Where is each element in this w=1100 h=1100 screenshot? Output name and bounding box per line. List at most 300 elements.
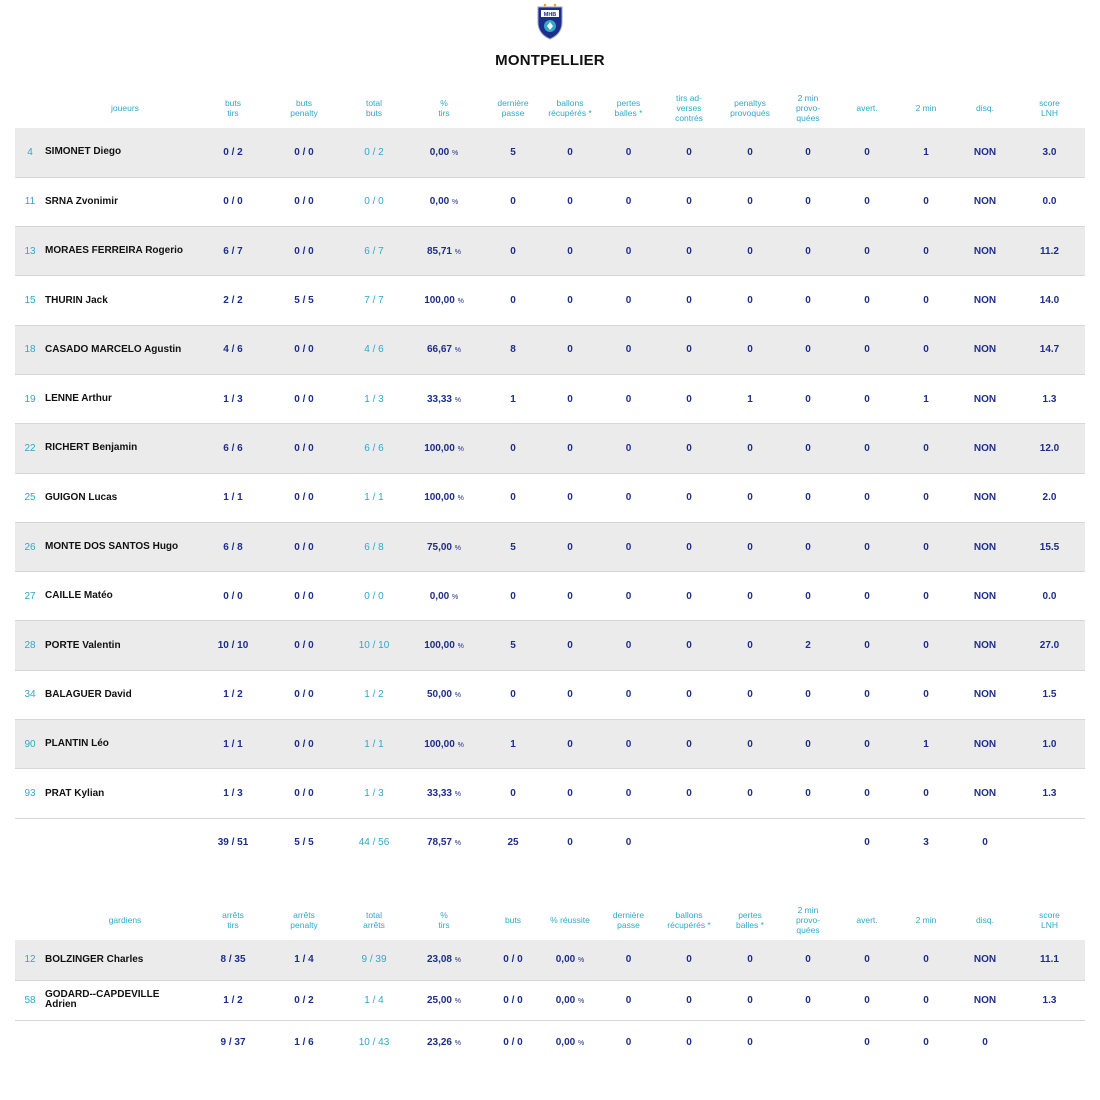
disqualification [956, 769, 1014, 818]
keepers-header-3 [261, 900, 347, 940]
totals-assists [487, 818, 539, 867]
success-rate [539, 980, 601, 1020]
penalties-caused [722, 720, 778, 769]
blocked-shots-value: 0 [686, 689, 692, 701]
penalties-caused-value: 0 [747, 640, 753, 652]
totals-total-saves [347, 1020, 401, 1065]
keepers-header-15 [1014, 900, 1085, 940]
penalties-caused [722, 670, 778, 719]
two-min-caused-value: 0 [805, 295, 811, 307]
recovered-balls [539, 720, 601, 769]
blocked-shots [656, 325, 722, 374]
player-row[interactable] [15, 720, 1085, 769]
blocked-shots [656, 227, 722, 276]
assists-value: 5 [510, 146, 516, 158]
lost-balls [601, 374, 656, 423]
shot-percentage-value: 75,00 [426, 541, 452, 553]
goals-shots [205, 769, 261, 818]
lost-balls [601, 276, 656, 325]
keepers-header-12 [838, 900, 896, 940]
totals-spacer [722, 818, 778, 867]
player-row[interactable] [15, 424, 1085, 473]
two-min-caused [778, 670, 838, 719]
lnh-score-value: 1.3 [1042, 994, 1057, 1006]
players-header-label: joueurs [111, 103, 139, 113]
total-goals [347, 572, 401, 621]
disqualification-value: NON [973, 146, 997, 158]
assists-value: 0 [510, 788, 516, 799]
two-min-value: 0 [923, 590, 929, 602]
player-name [45, 670, 205, 719]
two-min-value: 0 [923, 295, 929, 307]
blocked-shots [656, 720, 722, 769]
totals-assists-value: 0 [625, 1037, 632, 1048]
warnings-value: 0 [864, 196, 870, 208]
jersey-number [15, 177, 45, 226]
two-min-caused-value: 0 [805, 146, 811, 158]
two-min [896, 940, 956, 980]
totals-saves-penalty-value: 1 / 6 [294, 1037, 314, 1048]
save-percentage [401, 940, 487, 980]
warnings-value: 0 [864, 344, 870, 356]
player-name-value: SIMONET Diego [45, 146, 122, 158]
disqualification [956, 940, 1014, 980]
two-min-caused-value: 0 [805, 994, 811, 1006]
keepers-header-label: disq. [976, 915, 994, 925]
goals-shots [205, 473, 261, 522]
recovered-balls-value: 0 [567, 295, 573, 307]
lnh-score-value: 12.0 [1039, 442, 1060, 454]
lnh-score-value: 0.0 [1042, 590, 1057, 602]
player-row[interactable] [15, 325, 1085, 374]
two-min [896, 522, 956, 571]
lnh-score [1014, 980, 1085, 1020]
saves-penalty [261, 980, 347, 1020]
blocked-shots-value: 0 [686, 492, 692, 504]
disqualification-value: NON [973, 442, 997, 454]
keepers-header-0 [15, 900, 45, 940]
totals-total-saves-value: 10 / 43 [358, 1037, 390, 1048]
player-name [45, 424, 205, 473]
lost-balls-value: 0 [747, 954, 753, 966]
lnh-score-value: 27.0 [1039, 640, 1060, 652]
shot-percentage [401, 128, 487, 177]
totals-saves-penalty [261, 1020, 347, 1065]
penalties-caused [722, 621, 778, 670]
success-rate [539, 940, 601, 980]
totals-lost-balls [722, 1020, 778, 1065]
two-min [896, 424, 956, 473]
goals-penalty [261, 128, 347, 177]
assists [487, 374, 539, 423]
totals-goals-value: 0 / 0 [503, 1037, 523, 1048]
assists-value: 1 [510, 393, 516, 405]
blocked-shots-value: 0 [686, 146, 692, 158]
two-min [896, 128, 956, 177]
totals-two-min-value: 0 [923, 1037, 929, 1048]
player-name [45, 128, 205, 177]
total-goals-value: 4 / 6 [364, 344, 384, 356]
shot-percentage-value: 100,00 [424, 442, 455, 454]
players-header-13 [896, 88, 956, 128]
blocked-shots [656, 572, 722, 621]
shot-percentage [401, 276, 487, 325]
players-header-label: buts penalty [290, 98, 318, 118]
two-min-caused [778, 473, 838, 522]
player-row[interactable] [15, 522, 1085, 571]
players-header-8 [601, 88, 656, 128]
lost-balls-value: 0 [625, 541, 632, 553]
totals-lost-balls-value: 0 [625, 837, 632, 849]
success-rate-value: 0,00 [555, 954, 576, 966]
player-row[interactable] [15, 128, 1085, 177]
disqualification-value: NON [973, 590, 997, 602]
totals-recovered-balls-value: 0 [567, 837, 573, 849]
shot-percentage-value: 0,00 [429, 196, 450, 208]
lost-balls [601, 473, 656, 522]
jersey-number [15, 325, 45, 374]
two-min-value: 0 [923, 994, 929, 1006]
disqualification [956, 374, 1014, 423]
players-header-10 [722, 88, 778, 128]
player-row[interactable] [15, 473, 1085, 522]
goals-penalty-value: 0 / 0 [294, 689, 314, 701]
disqualification-value: NON [973, 738, 997, 750]
two-min-caused [778, 374, 838, 423]
players-header-1 [45, 88, 205, 128]
keepers-header-14 [956, 900, 1014, 940]
penalties-caused-value: 0 [747, 196, 753, 208]
keepers-header-label: ballons récupérés * [667, 910, 711, 930]
goals-shots-value: 0 / 2 [223, 146, 243, 158]
recovered-balls-value: 0 [686, 994, 692, 1006]
assists [487, 325, 539, 374]
disqualification-value: NON [973, 492, 997, 504]
lost-balls-value: 0 [625, 689, 632, 701]
player-row[interactable] [15, 769, 1085, 818]
shot-percentage [401, 473, 487, 522]
disqualification-value: NON [973, 994, 997, 1006]
goals-shots-value: 1 / 2 [223, 689, 243, 701]
player-name-value: PLANTIN Léo [45, 738, 109, 750]
warnings [838, 940, 896, 980]
shot-percentage-value: 0,00 [429, 146, 450, 158]
player-row[interactable] [15, 276, 1085, 325]
total-goals-value: 1 / 3 [364, 788, 384, 799]
shot-percentage-unit: % [457, 495, 464, 503]
total-goals [347, 424, 401, 473]
blocked-shots [656, 177, 722, 226]
player-row[interactable] [15, 572, 1085, 621]
two-min-caused [778, 720, 838, 769]
assists [487, 473, 539, 522]
goals-shots [205, 621, 261, 670]
keepers-header-13 [896, 900, 956, 940]
penalties-caused [722, 522, 778, 571]
disqualification [956, 572, 1014, 621]
keepers-header-label: % tirs [438, 910, 450, 930]
keepers-header-label: arrêts tirs [222, 910, 244, 930]
goals-shots [205, 374, 261, 423]
disqualification-value: NON [973, 196, 997, 208]
recovered-balls-value: 0 [567, 541, 573, 553]
blocked-shots-value: 0 [686, 738, 692, 750]
penalties-caused [722, 177, 778, 226]
penalties-caused-value: 0 [747, 590, 753, 602]
assists-value: 1 [510, 738, 516, 750]
assists-value: 0 [625, 954, 632, 966]
disqualification-value: NON [973, 640, 997, 652]
player-name-value: CAILLE Matéo [45, 590, 113, 602]
player-name [45, 227, 205, 276]
goals-shots-value: 1 / 3 [223, 393, 243, 405]
success-rate-unit: % [578, 957, 585, 965]
assists [487, 227, 539, 276]
assists [487, 621, 539, 670]
penalties-caused-value: 0 [747, 492, 753, 504]
blocked-shots [656, 522, 722, 571]
blocked-shots [656, 128, 722, 177]
players-header-label: dernière passe [497, 98, 529, 118]
blocked-shots [656, 621, 722, 670]
two-min-caused [778, 325, 838, 374]
totals-saves-shots-value: 9 / 37 [220, 1037, 246, 1048]
warnings-value: 0 [864, 442, 870, 454]
player-row[interactable] [15, 374, 1085, 423]
warnings [838, 374, 896, 423]
goals-penalty-value: 0 / 0 [294, 788, 314, 799]
two-min-caused-value: 0 [805, 738, 811, 750]
blocked-shots [656, 276, 722, 325]
goalkeeper-row[interactable] [15, 980, 1085, 1020]
player-row[interactable] [15, 621, 1085, 670]
player-name-value: THURIN Jack [45, 294, 108, 306]
goals-shots [205, 522, 261, 571]
save-percentage [401, 980, 487, 1020]
total-goals [347, 325, 401, 374]
recovered-balls-value: 0 [567, 640, 573, 652]
lnh-score-value: 0.0 [1042, 196, 1057, 208]
players-header-label: pertes balles * [614, 98, 643, 118]
two-min [896, 325, 956, 374]
jersey-number [15, 621, 45, 670]
goalkeepers-header-row [15, 900, 1085, 940]
shot-percentage-value: 50,00 [426, 689, 452, 701]
warnings [838, 177, 896, 226]
keepers-header-label: 2 min [915, 915, 937, 925]
shot-percentage [401, 720, 487, 769]
player-row[interactable] [15, 227, 1085, 276]
shot-percentage [401, 325, 487, 374]
goals-value: 0 / 0 [503, 994, 523, 1006]
lost-balls [601, 128, 656, 177]
warnings [838, 227, 896, 276]
shot-percentage [401, 374, 487, 423]
saves-shots-value: 1 / 2 [223, 994, 243, 1006]
disqualification [956, 720, 1014, 769]
shot-percentage-value: 66,67 [426, 344, 452, 356]
totals-disqualification [956, 818, 1014, 867]
disqualification [956, 980, 1014, 1020]
goals-penalty [261, 276, 347, 325]
totals-success-rate-unit: % [578, 1040, 585, 1047]
jersey-number-value: 15 [24, 295, 36, 307]
disqualification [956, 621, 1014, 670]
shot-percentage [401, 424, 487, 473]
players-header-label: avert. [856, 103, 878, 113]
two-min-value: 0 [923, 640, 929, 652]
disqualification-value: NON [973, 541, 997, 553]
disqualification [956, 670, 1014, 719]
shot-percentage-value: 100,00 [424, 492, 455, 504]
penalties-caused [722, 572, 778, 621]
jersey-number [15, 522, 45, 571]
goalkeepers-stats-table [15, 900, 1085, 1065]
goals [487, 980, 539, 1020]
lost-balls [601, 424, 656, 473]
players-header-label: penaltys provoqués [730, 98, 770, 118]
players-header-9 [656, 88, 722, 128]
total-goals-value: 7 / 7 [364, 295, 384, 307]
recovered-balls [539, 769, 601, 818]
warnings [838, 325, 896, 374]
disqualification-value: NON [973, 295, 997, 307]
blocked-shots [656, 769, 722, 818]
totals-spacer [45, 818, 205, 867]
total-goals [347, 473, 401, 522]
lnh-score [1014, 473, 1085, 522]
jersey-number [15, 572, 45, 621]
goals-penalty-value: 0 / 0 [294, 640, 314, 652]
warnings-value: 0 [864, 590, 870, 602]
two-min-caused [778, 177, 838, 226]
goals-shots-value: 0 / 0 [223, 590, 243, 602]
goals-shots [205, 325, 261, 374]
player-name [45, 621, 205, 670]
recovered-balls-value: 0 [567, 344, 573, 356]
totals-recovered-balls [539, 818, 601, 867]
lnh-score [1014, 572, 1085, 621]
assists [487, 276, 539, 325]
recovered-balls [539, 177, 601, 226]
recovered-balls [539, 670, 601, 719]
penalties-caused-value: 0 [747, 295, 753, 307]
totals-warnings-value: 0 [864, 1037, 870, 1048]
totals-save-percentage [401, 1020, 487, 1065]
assists [487, 522, 539, 571]
shot-percentage-value: 0,00 [429, 590, 450, 602]
players-totals-row [15, 818, 1085, 867]
goals-penalty-value: 0 / 0 [294, 590, 314, 602]
total-goals [347, 374, 401, 423]
shot-percentage-unit: % [454, 791, 462, 798]
recovered-balls-value: 0 [567, 196, 573, 208]
player-name [45, 325, 205, 374]
keepers-header-7 [539, 900, 601, 940]
assists [487, 720, 539, 769]
success-rate-value: 0,00 [555, 994, 576, 1006]
save-percentage-unit: % [454, 957, 462, 965]
keepers-header-10 [722, 900, 778, 940]
two-min-caused-value: 0 [805, 393, 811, 405]
disqualification [956, 227, 1014, 276]
shot-percentage-unit: % [457, 445, 464, 453]
totals-shot-percentage [401, 818, 487, 867]
player-name-value: LENNE Arthur [45, 393, 112, 405]
lnh-score [1014, 940, 1085, 980]
totals-goals-penalty [261, 818, 347, 867]
goals-penalty-value: 5 / 5 [294, 295, 314, 307]
keepers-header-label: arrêts penalty [290, 910, 318, 930]
penalties-caused [722, 276, 778, 325]
assists-value: 0 [625, 994, 632, 1006]
lnh-score [1014, 670, 1085, 719]
keepers-header-label: score LNH [1039, 910, 1060, 930]
goals-penalty-value: 0 / 0 [294, 196, 314, 208]
recovered-balls [539, 325, 601, 374]
shot-percentage-value: 100,00 [424, 738, 455, 750]
jersey-number-value: 22 [24, 442, 36, 454]
jersey-number-value: 27 [24, 590, 36, 602]
recovered-balls-value: 0 [567, 245, 573, 257]
warnings [838, 572, 896, 621]
totals-spacer [778, 818, 838, 867]
shot-percentage-unit: % [454, 396, 462, 404]
player-row[interactable] [15, 670, 1085, 719]
player-row[interactable] [15, 177, 1085, 226]
shot-percentage-unit: % [457, 298, 464, 306]
lost-balls [601, 325, 656, 374]
total-goals-value: 1 / 1 [364, 492, 384, 504]
two-min-caused [778, 980, 838, 1020]
recovered-balls [539, 227, 601, 276]
goals-penalty [261, 769, 347, 818]
lnh-score-value: 15.5 [1039, 541, 1060, 553]
assists [487, 670, 539, 719]
goalkeeper-row[interactable] [15, 940, 1085, 980]
keepers-header-label: 2 min provo- quées [795, 905, 821, 935]
warnings [838, 980, 896, 1020]
warnings-value: 0 [864, 245, 870, 257]
two-min [896, 980, 956, 1020]
two-min-caused [778, 572, 838, 621]
penalties-caused-value: 0 [747, 146, 753, 158]
goals-penalty [261, 473, 347, 522]
lost-balls-value: 0 [747, 994, 753, 1006]
totals-save-percentage-unit: % [454, 1040, 462, 1047]
lnh-score-value: 2.0 [1042, 492, 1057, 504]
totals-success-rate-value: 0,00 [555, 1037, 576, 1048]
disqualification-value: NON [973, 954, 997, 966]
totals-goals-shots-value: 39 / 51 [217, 837, 249, 849]
goals-penalty-value: 0 / 0 [294, 738, 314, 750]
totals-warnings [838, 1020, 896, 1065]
recovered-balls-value: 0 [567, 788, 573, 799]
two-min [896, 374, 956, 423]
player-name [45, 374, 205, 423]
totals-spacer [778, 1020, 838, 1065]
lnh-score-value: 1.3 [1042, 393, 1057, 405]
recovered-balls [656, 980, 722, 1020]
total-goals-value: 1 / 2 [364, 689, 384, 701]
totals-disqualification-value: 0 [982, 837, 988, 849]
lnh-score-value: 11.1 [1040, 954, 1059, 966]
assists [487, 128, 539, 177]
blocked-shots-value: 0 [686, 295, 692, 307]
recovered-balls [539, 374, 601, 423]
goals-shots-value: 6 / 8 [223, 541, 243, 553]
penalties-caused-value: 0 [747, 344, 753, 356]
